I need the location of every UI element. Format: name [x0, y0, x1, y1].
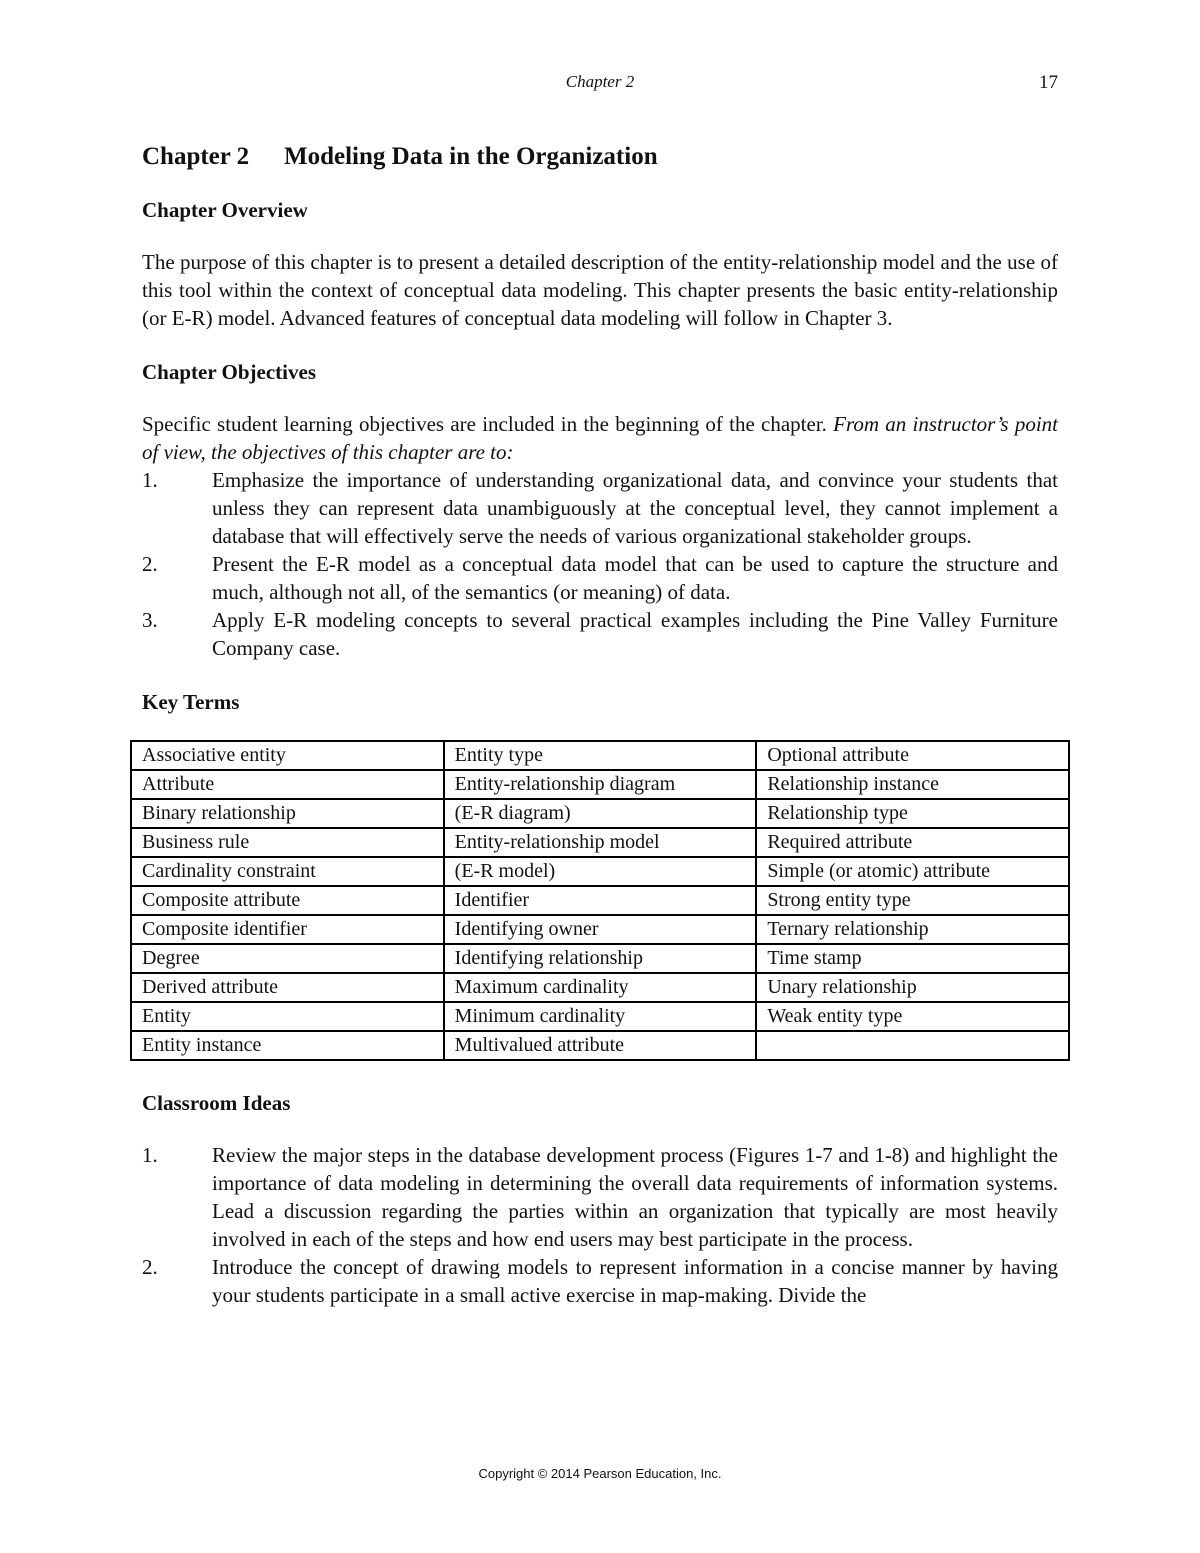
list-item-text: Introduce the concept of drawing models to represent information in a concise manner by having your students participate in a small active exercise in map-making. Divide the	[212, 1255, 1058, 1307]
list-item-text: Apply E-R modeling concepts to several practical examples including the Pine Valley Furniture Company case.	[212, 608, 1058, 660]
table-cell: Ternary relationship	[756, 915, 1069, 944]
table-cell: Unary relationship	[756, 973, 1069, 1002]
table-cell: Associative entity	[131, 741, 444, 770]
objectives-intro	[142, 410, 1058, 466]
table-row	[131, 886, 1069, 915]
page-number: 17	[1039, 72, 1058, 93]
list-item	[142, 1253, 1058, 1309]
list-marker: 2.	[142, 552, 158, 576]
objectives-intro-italic: From an instructor’s point of view, the objectives of this chapter are to:	[142, 412, 1058, 464]
chapter-number: Chapter 2	[142, 143, 250, 170]
page-content	[142, 140, 1058, 1335]
list-marker: 1.	[142, 468, 158, 492]
table-cell: Multivalued attribute	[444, 1031, 757, 1060]
list-item-text: Review the major steps in the database development process (Figures 1-7 and 1-8) and highlight the importance of data modeling in determining the overall data requirements of information systems. Lead a discussion regarding the parties within an organization that typically are most heavily involved in each of the steps and how end users may best participate in the process.	[212, 1143, 1058, 1251]
table-cell: Business rule	[131, 828, 444, 857]
page-header	[0, 72, 1200, 98]
table-cell: Identifying relationship	[444, 944, 757, 973]
table-row	[131, 944, 1069, 973]
copyright-footer: Copyright © 2014 Pearson Education, Inc.	[478, 1466, 722, 1481]
list-item	[142, 466, 1058, 550]
overview-heading: Chapter Overview	[142, 198, 308, 222]
table-row	[131, 741, 1069, 770]
table-cell: Relationship type	[756, 799, 1069, 828]
table-row	[131, 770, 1069, 799]
key-terms-table	[130, 740, 1070, 1061]
table-cell: Minimum cardinality	[444, 1002, 757, 1031]
chapter-title-text: Modeling Data in the Organization	[284, 143, 658, 170]
table-cell: (E-R diagram)	[444, 799, 757, 828]
table-cell: Binary relationship	[131, 799, 444, 828]
table-cell	[756, 1031, 1069, 1060]
list-item-text: Present the E-R model as a conceptual data model that can be used to capture the structure and much, although not all, of the semantics (or meaning) of data.	[212, 552, 1058, 604]
table-cell: Entity-relationship diagram	[444, 770, 757, 799]
list-marker: 3.	[142, 608, 158, 632]
table-cell: Relationship instance	[756, 770, 1069, 799]
list-item	[142, 1141, 1058, 1253]
objectives-intro-text: Specific student learning objectives are included in the beginning of the chapter.	[142, 412, 827, 436]
table-cell: Identifying owner	[444, 915, 757, 944]
objectives-list	[142, 466, 1058, 662]
table-cell: Time stamp	[756, 944, 1069, 973]
running-title: Chapter 2	[565, 72, 635, 91]
table-row	[131, 828, 1069, 857]
chapter-title	[142, 140, 1058, 174]
classroom-ideas-heading: Classroom Ideas	[142, 1091, 291, 1115]
table-cell: Degree	[131, 944, 444, 973]
table-cell: Required attribute	[756, 828, 1069, 857]
table-row	[131, 799, 1069, 828]
table-cell: Entity	[131, 1002, 444, 1031]
table-cell: (E-R model)	[444, 857, 757, 886]
table-cell: Simple (or atomic) attribute	[756, 857, 1069, 886]
classroom-ideas-list	[142, 1141, 1058, 1309]
table-row	[131, 1031, 1069, 1060]
table-cell: Cardinality constraint	[131, 857, 444, 886]
overview-paragraph: The purpose of this chapter is to present a detailed description of the entity-relationship model and the use of this tool within the context of conceptual data modeling. This chapter presents the basic entity-relationship (or E-R) model. Advanced features of conceptual data modeling will follow in Chapter 3.	[142, 250, 1058, 330]
table-cell: Composite attribute	[131, 886, 444, 915]
table-cell: Entity type	[444, 741, 757, 770]
list-marker: 1.	[142, 1143, 158, 1167]
list-item	[142, 606, 1058, 662]
table-row	[131, 915, 1069, 944]
table-row	[131, 857, 1069, 886]
key-terms-heading: Key Terms	[142, 690, 240, 714]
list-item	[142, 550, 1058, 606]
table-cell: Identifier	[444, 886, 757, 915]
table-row	[131, 1002, 1069, 1031]
table-row	[131, 973, 1069, 1002]
list-marker: 2.	[142, 1255, 158, 1279]
table-cell: Entity-relationship model	[444, 828, 757, 857]
table-cell: Maximum cardinality	[444, 973, 757, 1002]
list-item-text: Emphasize the importance of understanding organizational data, and convince your students that unless they can represent data unambiguously at the conceptual level, they cannot implement a database that will effectively serve the needs of various organizational stakeholder groups.	[212, 468, 1058, 548]
objectives-heading: Chapter Objectives	[142, 360, 316, 384]
table-cell: Derived attribute	[131, 973, 444, 1002]
key-terms-body	[131, 741, 1069, 1060]
table-cell: Entity instance	[131, 1031, 444, 1060]
table-cell: Optional attribute	[756, 741, 1069, 770]
table-cell: Attribute	[131, 770, 444, 799]
table-cell: Composite identifier	[131, 915, 444, 944]
table-cell: Weak entity type	[756, 1002, 1069, 1031]
table-cell: Strong entity type	[756, 886, 1069, 915]
